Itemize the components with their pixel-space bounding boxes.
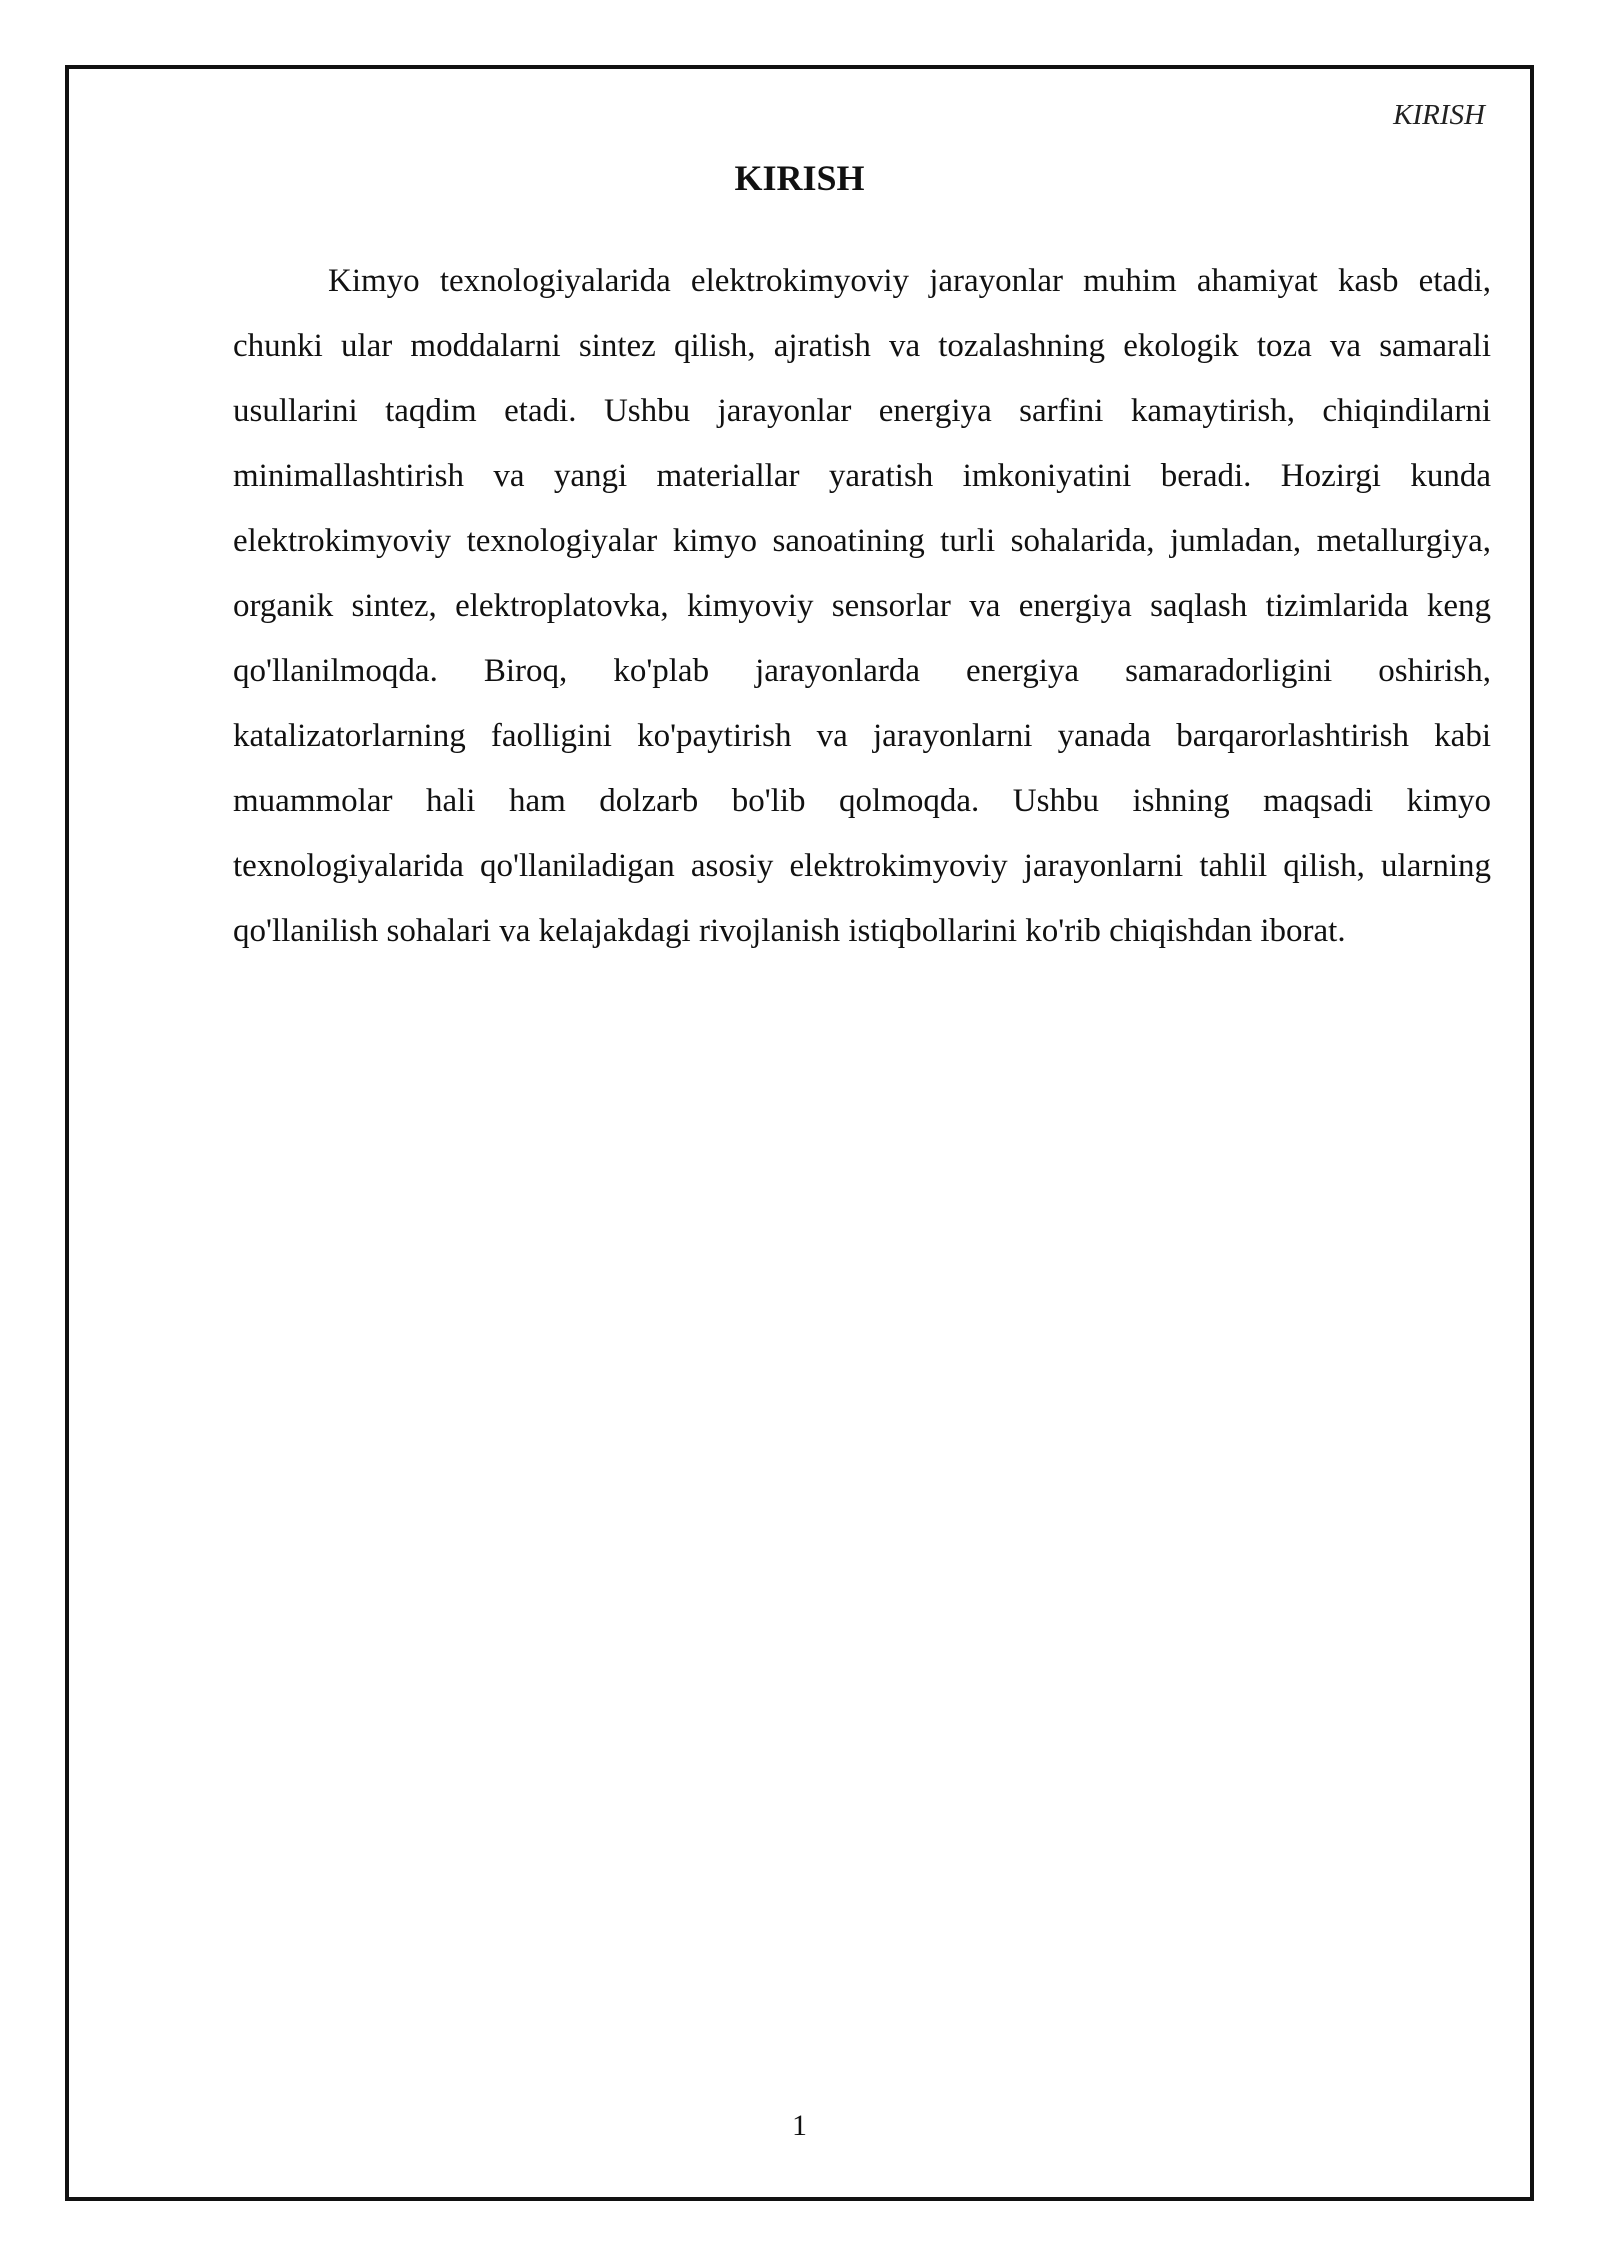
page-number: 1: [792, 2109, 807, 2142]
running-header: KIRISH: [1393, 99, 1485, 131]
page-frame: [65, 65, 1534, 2201]
body-paragraph: Kimyo texnologiyalarida elektrokimyoviy jarayonlar muhim ahamiyat kasb etadi, chunki ular moddalarni sintez qilish, ajratish va tozalashning ekologik toza va samarali usullarini taqdim etadi. Ushbu jarayonlar energiya sarfini kamaytirish, chiqindilarni minimallashtirish va yangi materiallar yaratish imkoniyatini beradi. Hozirgi kunda elektrokimyoviy texnologiyalar kimyo sanoatining turli sohalarida, jumladan, metallurgiya, organik sintez, elektroplatovka, kimyoviy sensorlar va energiya saqlash tizimlarida keng qo'llanilmoqda. Biroq, ko'plab jarayonlarda energiya samaradorligini oshirish, katalizatorlarning faolligini ko'paytirish va jarayonlarni yanada barqarorlashtirish kabi muammolar hali ham dolzarb bo'lib qolmoqda. Ushbu ishning maqsadi kimyo texnologiyalarida qo'llaniladigan asosiy elektrokimyoviy jarayonlarni tahlil qilish, ularning qo'llanilish sohalari va kelajakdagi rivojlanish istiqbollarini ko'rib chiqishdan iborat.: [233, 263, 1491, 949]
page-title: KIRISH: [734, 158, 865, 198]
